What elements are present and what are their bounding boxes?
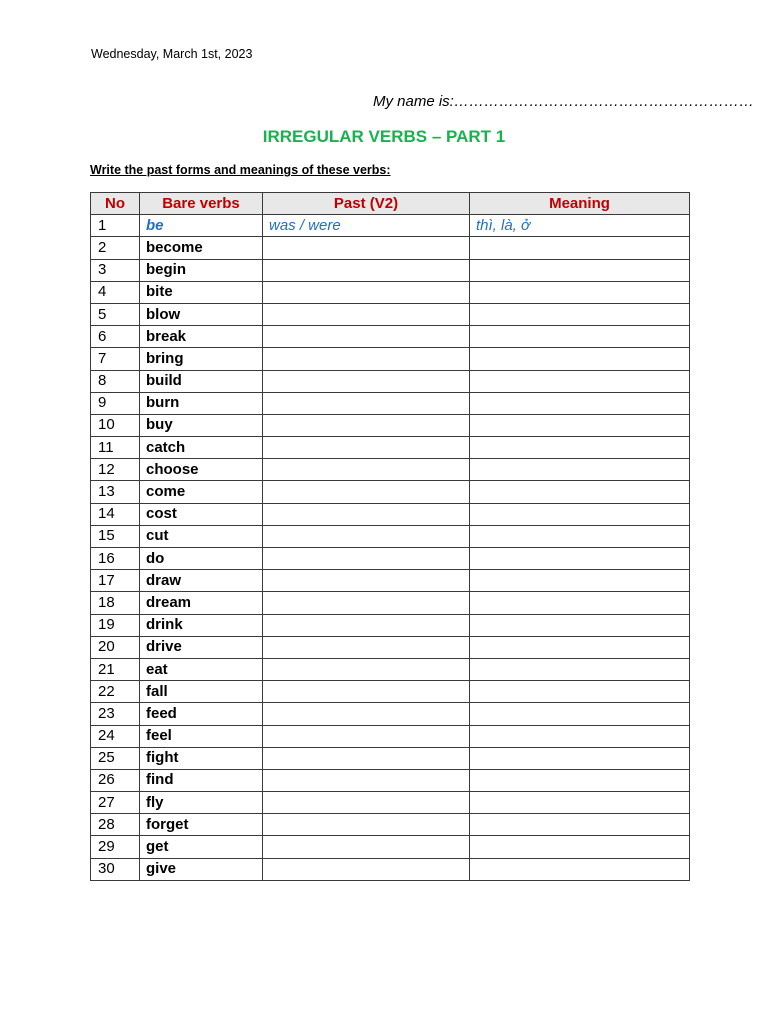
page-title: IRREGULAR VERBS – PART 1 xyxy=(262,127,506,146)
meaning-cell[interactable] xyxy=(470,437,690,459)
meaning-cell[interactable] xyxy=(470,858,690,880)
meaning-cell[interactable] xyxy=(470,481,690,503)
bare-verb-cell: eat xyxy=(140,658,263,680)
table-row xyxy=(91,414,690,436)
table-row xyxy=(91,259,690,281)
instruction-text: Write the past forms and meanings of these verbs: xyxy=(90,163,391,177)
table-header-row xyxy=(91,193,690,215)
meaning-cell[interactable] xyxy=(470,636,690,658)
past-form-cell[interactable] xyxy=(263,636,470,658)
meaning-cell[interactable] xyxy=(470,769,690,791)
row-number-cell: 26 xyxy=(91,769,140,791)
past-form-cell[interactable] xyxy=(263,503,470,525)
past-form-cell[interactable] xyxy=(263,592,470,614)
table-row xyxy=(91,392,690,414)
table-row xyxy=(91,658,690,680)
row-number-cell: 19 xyxy=(91,614,140,636)
row-number-cell: 22 xyxy=(91,681,140,703)
bare-verb-cell: fall xyxy=(140,681,263,703)
table-row xyxy=(91,215,690,237)
past-form-cell[interactable] xyxy=(263,392,470,414)
bare-verb-cell: give xyxy=(140,858,263,880)
row-number-cell: 29 xyxy=(91,836,140,858)
table-row xyxy=(91,636,690,658)
bare-verb-cell: bite xyxy=(140,281,263,303)
past-form-cell[interactable] xyxy=(263,348,470,370)
meaning-cell[interactable] xyxy=(470,548,690,570)
meaning-cell[interactable] xyxy=(470,348,690,370)
bare-verb-cell: feed xyxy=(140,703,263,725)
column-header-bare-verbs: Bare verbs xyxy=(140,193,263,215)
row-number-cell: 24 xyxy=(91,725,140,747)
table-row xyxy=(91,836,690,858)
meaning-cell[interactable]: thì, là, ở xyxy=(470,215,690,237)
meaning-cell[interactable] xyxy=(470,392,690,414)
bare-verb-cell: be xyxy=(140,215,263,237)
table-row xyxy=(91,303,690,325)
bare-verb-cell: feel xyxy=(140,725,263,747)
row-number-cell: 25 xyxy=(91,747,140,769)
past-form-cell[interactable] xyxy=(263,281,470,303)
bare-verb-cell: fight xyxy=(140,747,263,769)
row-number-cell: 20 xyxy=(91,636,140,658)
row-number-cell: 12 xyxy=(91,459,140,481)
meaning-cell[interactable] xyxy=(470,792,690,814)
meaning-cell[interactable] xyxy=(470,303,690,325)
bare-verb-cell: drive xyxy=(140,636,263,658)
meaning-cell[interactable] xyxy=(470,658,690,680)
past-form-cell[interactable] xyxy=(263,769,470,791)
row-number-cell: 10 xyxy=(91,414,140,436)
row-number-cell: 3 xyxy=(91,259,140,281)
table-row xyxy=(91,326,690,348)
meaning-cell[interactable] xyxy=(470,614,690,636)
table-row xyxy=(91,481,690,503)
table-row xyxy=(91,858,690,880)
row-number-cell: 7 xyxy=(91,348,140,370)
bare-verb-cell: choose xyxy=(140,459,263,481)
table-row xyxy=(91,525,690,547)
bare-verb-cell: build xyxy=(140,370,263,392)
table-row xyxy=(91,792,690,814)
table-row xyxy=(91,348,690,370)
table-body xyxy=(91,215,690,881)
past-form-cell[interactable] xyxy=(263,747,470,769)
table-row xyxy=(91,459,690,481)
bare-verb-cell: drink xyxy=(140,614,263,636)
past-form-cell[interactable] xyxy=(263,370,470,392)
meaning-cell[interactable] xyxy=(470,814,690,836)
past-form-cell[interactable] xyxy=(263,614,470,636)
row-number-cell: 23 xyxy=(91,703,140,725)
meaning-cell[interactable] xyxy=(470,459,690,481)
past-form-cell[interactable] xyxy=(263,481,470,503)
past-form-cell[interactable] xyxy=(263,858,470,880)
table-row xyxy=(91,681,690,703)
row-number-cell: 28 xyxy=(91,814,140,836)
bare-verb-cell: break xyxy=(140,326,263,348)
table-row xyxy=(91,614,690,636)
bare-verb-cell: buy xyxy=(140,414,263,436)
table-row xyxy=(91,437,690,459)
row-number-cell: 2 xyxy=(91,237,140,259)
past-form-cell[interactable] xyxy=(263,681,470,703)
bare-verb-cell: begin xyxy=(140,259,263,281)
meaning-cell[interactable] xyxy=(470,703,690,725)
past-form-cell[interactable] xyxy=(263,237,470,259)
past-form-cell[interactable] xyxy=(263,525,470,547)
row-number-cell: 21 xyxy=(91,658,140,680)
row-number-cell: 1 xyxy=(91,215,140,237)
row-number-cell: 30 xyxy=(91,858,140,880)
past-form-cell[interactable] xyxy=(263,658,470,680)
table-row xyxy=(91,769,690,791)
past-form-cell[interactable] xyxy=(263,326,470,348)
table-row xyxy=(91,548,690,570)
row-number-cell: 5 xyxy=(91,303,140,325)
meaning-cell[interactable] xyxy=(470,370,690,392)
bare-verb-cell: bring xyxy=(140,348,263,370)
past-form-cell[interactable] xyxy=(263,792,470,814)
past-form-cell[interactable]: was / were xyxy=(263,215,470,237)
table-row xyxy=(91,570,690,592)
past-form-cell[interactable] xyxy=(263,414,470,436)
bare-verb-cell: burn xyxy=(140,392,263,414)
meaning-cell[interactable] xyxy=(470,836,690,858)
row-number-cell: 6 xyxy=(91,326,140,348)
past-form-cell[interactable] xyxy=(263,570,470,592)
meaning-cell[interactable] xyxy=(470,259,690,281)
column-header-no: No xyxy=(91,193,140,215)
bare-verb-cell: dream xyxy=(140,592,263,614)
row-number-cell: 27 xyxy=(91,792,140,814)
bare-verb-cell: catch xyxy=(140,437,263,459)
bare-verb-cell: come xyxy=(140,481,263,503)
past-form-cell[interactable] xyxy=(263,703,470,725)
table-row xyxy=(91,237,690,259)
meaning-cell[interactable] xyxy=(470,725,690,747)
meaning-cell[interactable] xyxy=(470,592,690,614)
meaning-cell[interactable] xyxy=(470,414,690,436)
meaning-cell[interactable] xyxy=(470,681,690,703)
bare-verb-cell: forget xyxy=(140,814,263,836)
table-row xyxy=(91,503,690,525)
past-form-cell[interactable] xyxy=(263,459,470,481)
row-number-cell: 17 xyxy=(91,570,140,592)
past-form-cell[interactable] xyxy=(263,836,470,858)
meaning-cell[interactable] xyxy=(470,570,690,592)
table-row xyxy=(91,592,690,614)
bare-verb-cell: fly xyxy=(140,792,263,814)
bare-verb-cell: cost xyxy=(140,503,263,525)
row-number-cell: 8 xyxy=(91,370,140,392)
past-form-cell[interactable] xyxy=(263,725,470,747)
row-number-cell: 18 xyxy=(91,592,140,614)
table-row xyxy=(91,814,690,836)
row-number-cell: 4 xyxy=(91,281,140,303)
bare-verb-cell: find xyxy=(140,769,263,791)
bare-verb-cell: get xyxy=(140,836,263,858)
row-number-cell: 15 xyxy=(91,525,140,547)
past-form-cell[interactable] xyxy=(263,814,470,836)
bare-verb-cell: draw xyxy=(140,570,263,592)
bare-verb-cell: do xyxy=(140,548,263,570)
bare-verb-cell: blow xyxy=(140,303,263,325)
bare-verb-cell: become xyxy=(140,237,263,259)
meaning-cell[interactable] xyxy=(470,326,690,348)
row-number-cell: 14 xyxy=(91,503,140,525)
row-number-cell: 16 xyxy=(91,548,140,570)
name-field-line: My name is:…………………………………………………… xyxy=(373,93,754,110)
meaning-cell[interactable] xyxy=(470,237,690,259)
meaning-cell[interactable] xyxy=(470,747,690,769)
meaning-cell[interactable] xyxy=(470,503,690,525)
meaning-cell[interactable] xyxy=(470,281,690,303)
date-line: Wednesday, March 1st, 2023 xyxy=(91,47,253,61)
past-form-cell[interactable] xyxy=(263,548,470,570)
verbs-table xyxy=(90,192,690,881)
column-header-past: Past (V2) xyxy=(263,193,470,215)
past-form-cell[interactable] xyxy=(263,303,470,325)
past-form-cell[interactable] xyxy=(263,259,470,281)
table-row xyxy=(91,370,690,392)
column-header-meaning: Meaning xyxy=(470,193,690,215)
table-row xyxy=(91,747,690,769)
row-number-cell: 9 xyxy=(91,392,140,414)
meaning-cell[interactable] xyxy=(470,525,690,547)
row-number-cell: 13 xyxy=(91,481,140,503)
table-row xyxy=(91,725,690,747)
row-number-cell: 11 xyxy=(91,437,140,459)
past-form-cell[interactable] xyxy=(263,437,470,459)
table-row xyxy=(91,703,690,725)
bare-verb-cell: cut xyxy=(140,525,263,547)
table-row xyxy=(91,281,690,303)
